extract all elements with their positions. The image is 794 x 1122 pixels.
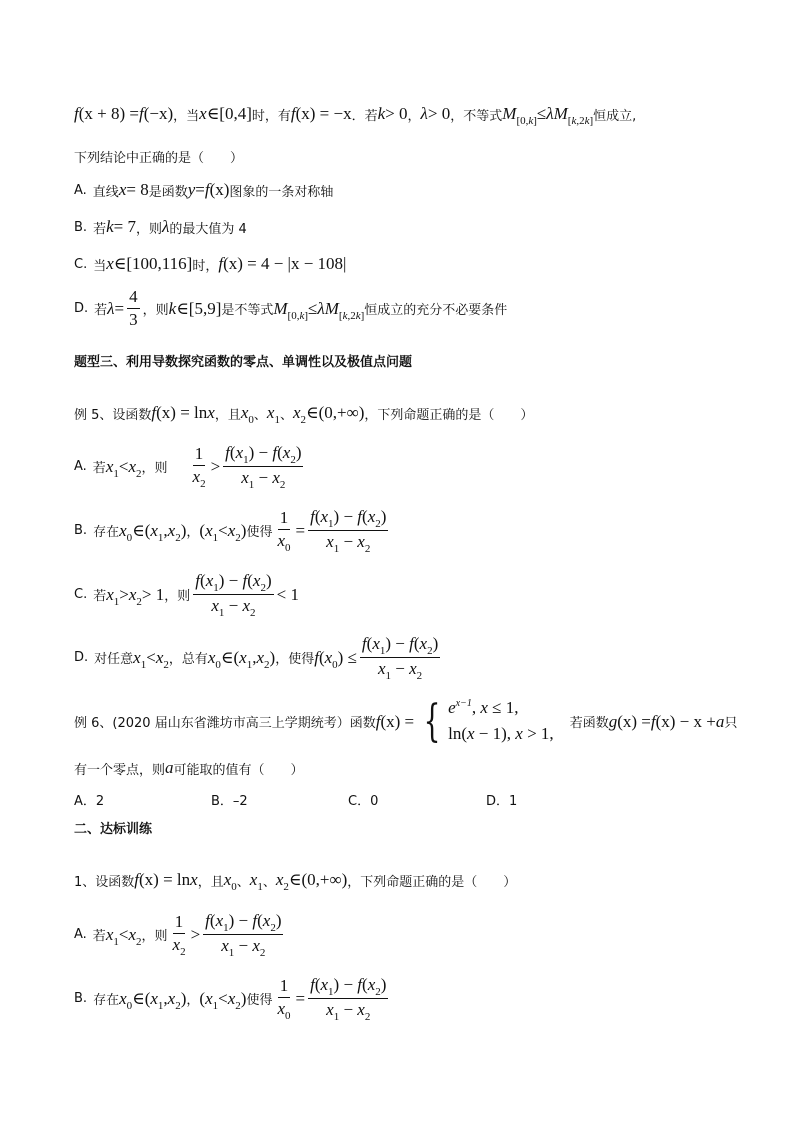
math-ex5b-comma: ,: [163, 520, 168, 540]
tr1-a-text-1: 若: [92, 929, 106, 944]
math-ex5-fx-eq: (x) = ln: [156, 403, 208, 422]
math-neg-x: (−x): [143, 104, 174, 123]
math-tr1b-cond-x2: $x_2$: [227, 988, 241, 1012]
ex5-stem-5: ，下列命题正确的是（ ）: [364, 407, 534, 423]
math-k-pos: k: [377, 104, 386, 123]
math-ex5-domain: ∈(0,+∞): [306, 403, 365, 422]
math-ex6-fx: f: [375, 711, 381, 731]
math-tr1a-x2: $x_2$: [128, 924, 142, 948]
math-ex5-x0: $x_0$: [240, 403, 254, 426]
math-ex6-case-1: $e^{x-1}$, x ≤ 1,: [448, 698, 519, 717]
intro-text-b: 时，有: [251, 108, 291, 124]
math-lambda: λ: [161, 217, 170, 236]
ex6-stem-line2-2: 可能取的值有（ ）: [173, 762, 304, 778]
math-tr1b-close: ): [180, 988, 187, 1008]
math-ex5b-x1: $x_1$: [150, 520, 164, 544]
option-a-text-3: 图象的一条对称轴: [229, 184, 334, 200]
math-ex5a-gt: >: [210, 456, 221, 476]
math-lambda-m: $\lambda M_{[k,2k]}$: [546, 104, 594, 127]
math-ex6-piecewise: [418, 696, 554, 747]
math-tr1-x2: $x_2$: [275, 870, 289, 893]
math-tr1b-x2: $x_2$: [167, 988, 181, 1012]
ex5-stem-3: 、: [253, 407, 267, 423]
tr1-stem-2: ，且: [197, 874, 224, 890]
math-lambda-pos: λ: [420, 104, 428, 123]
ex5-stem-2: ，且: [214, 407, 241, 423]
math-interval-59: ∈[5,9]: [176, 298, 222, 318]
math-ex5b-cond: (: [199, 520, 206, 540]
intro-text-c: ．若: [351, 108, 378, 124]
math-fx8-paren: (x + 8) =: [78, 104, 139, 123]
ex5-option-d: [74, 634, 443, 681]
tr1-stem-5: ，下列命题正确的是（ ）: [347, 874, 517, 890]
math-tr1-domain: ∈(0,+∞): [288, 870, 348, 889]
math-ex5a-diff-quotient: $\frac{f(x_1) - f(x_2)}{x_1 - x_2}$: [225, 443, 302, 491]
intro-text-e: ，不等式: [450, 108, 503, 124]
option-d: [74, 287, 507, 330]
intro-text-d: ，: [407, 108, 421, 124]
math-ex5c-x2: $x_2$: [128, 584, 142, 608]
ex6-stem-line2-1: 有一个零点，则: [74, 762, 166, 778]
math-fx-abs: f: [218, 254, 224, 273]
math-ex6-gx-f: f: [650, 711, 656, 731]
tr1-b-text-3: 使得: [246, 993, 273, 1008]
math-inequality-m: $M_{[0,k]}$: [502, 104, 537, 127]
math-k-eq-7-val: = 7: [113, 217, 136, 236]
math-fx8-eq: f: [74, 104, 79, 123]
math-ex5d-fx0-open: (: [318, 647, 325, 667]
math-k-eq-7: k: [106, 217, 114, 236]
ex5-option-c: [74, 571, 299, 618]
option-d-text-1: 若: [94, 303, 108, 318]
math-tr1b-comma: ,: [163, 988, 168, 1008]
math-k-in: k: [168, 298, 177, 318]
math-tr1b-x1: $x_1$: [150, 988, 164, 1012]
math-tr1-fx-eq: (x) = ln: [139, 870, 191, 889]
math-ex5b-cond-lt: <: [218, 520, 228, 540]
math-ex5d-close: ): [269, 647, 276, 667]
problem-intro-line-1: [74, 104, 637, 127]
math-ex5c-gt2: > 1: [141, 584, 165, 604]
math-ex6-a: a: [715, 711, 725, 731]
math-y-eq-fx-eq: =: [195, 180, 205, 199]
ex5-a-label: A.: [74, 459, 87, 474]
ex5-b-text-3: 使得: [246, 525, 273, 540]
ex5-a-text-2: ，则: [141, 461, 168, 476]
math-ex5-x: x: [207, 403, 215, 422]
ex5-b-text-2: ，: [186, 525, 200, 540]
math-ex5a-frac-1-x2: $\frac{1}{x_2}$: [192, 444, 206, 490]
option-c-label: C.: [74, 256, 88, 272]
math-k-pos-gt: > 0: [385, 104, 408, 123]
math-tr1b-diff-quotient: $\frac{f(x_1) - f(x_2)}{x_1 - x_2}$: [310, 975, 387, 1023]
math-ex5d-le: ) ≤: [337, 647, 357, 667]
math-lambda-eq-sign: =: [114, 298, 125, 318]
math-le: ≤: [536, 104, 547, 123]
math-ex5b-x0: $x_0$: [119, 520, 133, 544]
math-tr1-x: x: [190, 870, 198, 889]
ex5-d-label: D.: [74, 650, 89, 665]
ex5-stem-1: 例 5、设函数: [74, 407, 152, 423]
option-b-label: B.: [74, 219, 88, 235]
intro-text-f: 恒成立,: [593, 108, 637, 124]
math-ex5d-diff-quotient: $\frac{f(x_1) - f(x_2)}{x_1 - x_2}$: [361, 634, 439, 682]
math-frac-4-3: $\frac{4}{3}$: [129, 287, 138, 329]
math-ex5b-close: ): [180, 520, 187, 540]
ex5-c-label: C.: [74, 587, 88, 602]
example-6-stem-line-2: [74, 758, 304, 778]
option-d-label: D.: [74, 301, 89, 316]
math-tr1a-frac-1-x2: $\frac{1}{x_2}$: [172, 912, 186, 958]
section-training-title: 二、达标训练: [74, 822, 153, 837]
math-y-f: f: [204, 180, 210, 199]
math-ex5d-lt: <: [146, 647, 156, 667]
math-fx-abs-body: (x) = 4 − |x − 108|: [223, 254, 347, 273]
tr1-a-label: A.: [74, 927, 87, 942]
math-ex5b-in: ∈(: [132, 520, 151, 540]
math-tr1b-eq: =: [295, 988, 306, 1008]
math-tr1b-x0: $x_0$: [119, 988, 133, 1012]
ex5-option-a: [74, 443, 306, 490]
math-tr1b-cond-x1: $x_1$: [205, 988, 219, 1012]
math-ex5b-cond-x1: $x_1$: [205, 520, 219, 544]
option-c-text-2: 时，: [192, 258, 219, 274]
math-ex5c-diff-quotient: $\frac{f(x_1) - f(x_2)}{x_1 - x_2}$: [195, 571, 272, 619]
math-tr1-fx: f: [134, 870, 140, 889]
ex5-d-text-1: 对任意: [94, 652, 134, 667]
ex5-option-b: [74, 507, 391, 554]
math-tr1-x1: $x_1$: [249, 870, 263, 893]
ex5-b-label: B.: [74, 523, 88, 538]
ex5-c-text-1: 若: [93, 589, 107, 604]
math-ex5a-x1: $x_1$: [105, 456, 119, 480]
math-y-fx-arg: (x): [209, 180, 230, 199]
problem-intro-line-2: 下列结论中正确的是（ ）: [74, 151, 244, 166]
ex5-d-text-3: ，使得: [275, 652, 315, 667]
math-ex5d-ix1: $x_1$: [239, 647, 253, 671]
option-a-label: A.: [74, 182, 87, 198]
tr1-stem-1: 1、设函数: [74, 874, 135, 890]
math-x-eq-8-val: = 8: [126, 180, 149, 199]
math-tr1-x0: $x_0$: [223, 870, 237, 893]
tr1-b-text-1: 存在: [93, 993, 120, 1008]
math-ex5d-x2: $x_2$: [155, 647, 169, 671]
ex6-stem-2: 若函数: [569, 716, 609, 731]
math-tr1b-cond-lt: <: [218, 988, 228, 1008]
math-fx-eq-negx-body: (x) = −x: [295, 104, 352, 123]
ex6-choice-b: B．–2: [211, 794, 248, 809]
math-d-le: ≤: [308, 298, 318, 318]
tr1-stem-3: 、: [236, 874, 250, 890]
option-a-text-2: 是函数: [148, 184, 188, 200]
training-1-stem: [74, 870, 517, 893]
ex5-d-text-2: ，总有: [168, 652, 208, 667]
ex6-choice-d: D．1: [486, 794, 518, 809]
math-x-eq-8: x: [118, 180, 127, 199]
math-fx-eq-negx: f: [290, 104, 296, 123]
option-b-text-3: 的最大值为 4: [169, 221, 247, 237]
option-b-text-1: 若: [93, 221, 107, 237]
option-b: [74, 217, 247, 237]
math-ex6-gx-body: (x) − x +: [655, 711, 716, 731]
math-ex5-x2: $x_2$: [292, 403, 307, 426]
math-ex6-fx-eq: (x) =: [380, 711, 415, 731]
math-ex5d-fx0: f: [314, 647, 319, 667]
math-ex5-x1: $x_1$: [266, 403, 280, 426]
math-ex6-a2: a: [165, 758, 174, 777]
math-ex5d-fx0-arg: $x_0$: [324, 647, 338, 671]
option-c: [74, 254, 346, 274]
math-ex5c-lt1: < 1: [276, 584, 299, 604]
tr1-a-text-2: ，则: [141, 929, 168, 944]
math-tr1a-gt: >: [190, 924, 201, 944]
math-ex5d-x1: $x_1$: [133, 647, 147, 671]
example-5-stem: [74, 403, 534, 426]
math-ex5c-x1: $x_1$: [106, 584, 120, 608]
option-a-text-1: 直线: [92, 184, 119, 200]
math-tr1a-diff-quotient: $\frac{f(x_1) - f(x_2)}{x_1 - x_2}$: [205, 911, 282, 959]
intro-text-a: ，当: [173, 108, 200, 124]
math-d-inequality: $M_{[0,k]}$: [273, 298, 309, 322]
math-x-in: x: [199, 104, 207, 123]
option-a: [74, 180, 333, 200]
math-y-eq-fx: y: [187, 180, 196, 199]
tr1-stem-4: 、: [262, 874, 276, 890]
math-ex6-gx-eq: (x) =: [617, 711, 651, 731]
math-ex5d-in: ∈(: [220, 647, 240, 667]
math-x-in-100: x: [106, 254, 114, 273]
math-ex5c-gt1: >: [119, 584, 129, 604]
math-d-lambda-m: $\lambda M_{[k,2k]}$: [317, 298, 365, 322]
math-ex6-case-2: ln(x − 1), x > 1,: [448, 724, 554, 743]
math-tr1a-x1: $x_1$: [105, 924, 119, 948]
section-3-title: 题型三、利用导数探究函数的零点、单调性以及极值点问题: [74, 355, 413, 370]
math-lambda-eq: λ: [107, 298, 115, 318]
example-6-stem: [74, 696, 737, 747]
math-ex5b-cond-x2: $x_2$: [227, 520, 241, 544]
math-ex5b-frac-1-x0: $\frac{1}{x_0}$: [277, 508, 291, 554]
option-b-text-2: ，则: [135, 221, 162, 237]
math-ex5d-comma: ,: [252, 647, 257, 667]
math-ex6-gx: g: [608, 711, 618, 731]
math-interval-100-116: ∈[100,116]: [113, 254, 193, 273]
math-tr1b-in: ∈(: [132, 988, 151, 1008]
math-ex5b-cond-close: ): [240, 520, 247, 540]
math-lambda-pos-gt: > 0: [427, 104, 451, 123]
math-ex5d-ix2: $x_2$: [256, 647, 270, 671]
math-tr1a-lt: <: [118, 924, 129, 944]
math-ex5-fx: f: [151, 403, 157, 422]
ex5-b-text-1: 存在: [93, 525, 120, 540]
ex6-stem-3: 只: [724, 716, 738, 731]
math-ex5b-x2: $x_2$: [167, 520, 181, 544]
ex6-choice-a: A．2: [74, 794, 105, 809]
brace-glyph: {: [423, 695, 441, 747]
math-interval-04: ∈[0,4]: [206, 104, 252, 123]
option-c-text-1: 当: [93, 258, 107, 274]
math-ex5b-diff-quotient: $\frac{f(x_1) - f(x_2)}{x_1 - x_2}$: [310, 507, 387, 555]
math-ex5a-x2: $x_2$: [128, 456, 142, 480]
option-d-text-2: ，则: [142, 303, 169, 318]
math-ex5a-lt: <: [118, 456, 129, 476]
ex6-choices: [74, 790, 534, 810]
ex5-a-text-1: 若: [92, 461, 106, 476]
math-f-neg: f: [138, 104, 144, 123]
ex6-stem-1: 例 6、(2020 届山东省潍坊市高三上学期统考）函数: [74, 716, 376, 731]
math-ex5d-x0: $x_0$: [207, 647, 221, 671]
tr1-b-text-2: ，: [186, 993, 200, 1008]
math-tr1b-cond-close: ): [240, 988, 247, 1008]
option-d-text-3: 是不等式: [221, 303, 274, 318]
math-ex5b-eq: =: [295, 520, 306, 540]
tr1-option-a: [74, 911, 286, 958]
option-d-text-4: 恒成立的充分不必要条件: [364, 303, 508, 318]
tr1-option-b: [74, 975, 391, 1022]
ex6-choice-c: C．0: [348, 794, 379, 809]
math-tr1b-cond: (: [199, 988, 206, 1008]
ex5-c-text-2: ，则: [164, 589, 191, 604]
math-tr1b-frac-1-x0: $\frac{1}{x_0}$: [277, 976, 291, 1022]
tr1-b-label: B.: [74, 991, 88, 1006]
ex5-stem-4: 、: [279, 407, 293, 423]
